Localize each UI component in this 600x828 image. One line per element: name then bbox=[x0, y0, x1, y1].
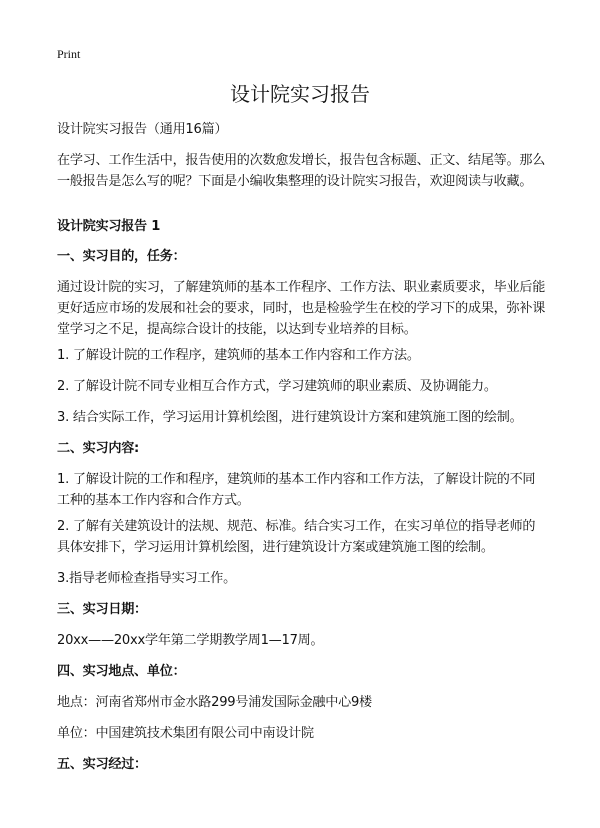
purpose-item-2: 2. 了解设计院不同专业相互合作方式，学习建筑师的职业素质、及协调能力。 bbox=[57, 379, 497, 394]
report-heading: 设计院实习报告 1 bbox=[57, 219, 161, 234]
unit-text: 单位：中国建筑技术集团有限公司中南设计院 bbox=[57, 726, 314, 741]
content-item-3: 3.指导老师检查指导实习工作。 bbox=[57, 571, 236, 586]
print-link[interactable]: Print bbox=[57, 47, 81, 61]
section-heading-dates: 三、实习日期： bbox=[57, 602, 147, 617]
subtitle: 设计院实习报告（通用16篇） bbox=[57, 122, 228, 137]
intro-paragraph: 在学习、工作生活中，报告使用的次数愈发增长，报告包含标题、正文、结尾等。那么一般报告是怎么写的呢？下面是小编收集整理的设计院实习报告，欢迎阅读与收藏。 bbox=[57, 153, 546, 189]
location-text: 地点：河南省郑州市金水路299号浦发国际金融中心9楼 bbox=[57, 695, 372, 710]
dates-text: 20xx——20xx学年第二学期教学周1—17周。 bbox=[57, 633, 324, 648]
content-item-1: 1. 了解设计院的工作和程序，建筑师的基本工作内容和工作方法，了解设计院的不同工种的基本工作内容和合作方式。 bbox=[57, 472, 536, 508]
page-title: 设计院实习报告 bbox=[230, 82, 370, 106]
section-heading-location: 四、实习地点、单位： bbox=[57, 664, 186, 679]
section-heading-purpose: 一、实习目的，任务： bbox=[57, 249, 186, 264]
section-heading-content: 二、实习内容: bbox=[57, 441, 140, 456]
purpose-item-1: 1. 了解设计院的工作程序，建筑师的基本工作内容和工作方法。 bbox=[57, 348, 420, 363]
purpose-item-3: 3. 结合实际工作，学习运用计算机绘图，进行建筑设计方案和建筑施工图的绘制。 bbox=[57, 410, 523, 425]
purpose-paragraph: 通过设计院的实习，了解建筑师的基本工作程序、工作方法、职业素质要求，毕业后能更好适应市场的发展和社会的要求，同时，也是检验学生在校的学习下的成果，弥补课堂学习之不足，提高综合设计的技能，以达到专业培养的目标。 bbox=[57, 280, 546, 337]
section-heading-process: 五、实习经过： bbox=[57, 757, 147, 772]
content-item-2: 2. 了解有关建筑设计的法规、规范、标准。结合实习工作，在实习单位的指导老师的具体安排下，学习运用计算机绘图，进行建筑设计方案或建筑施工图的绘制。 bbox=[57, 519, 536, 555]
